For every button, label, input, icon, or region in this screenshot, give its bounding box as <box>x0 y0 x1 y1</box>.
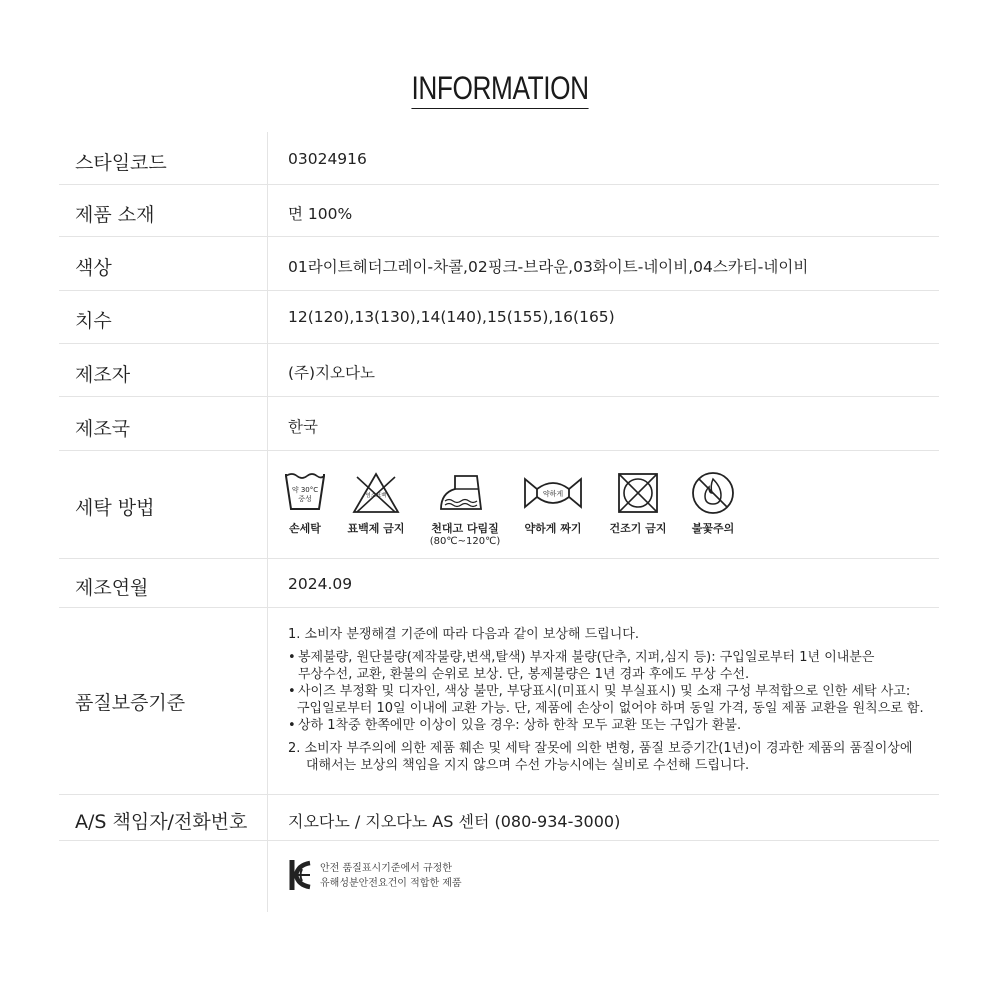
row-maker <box>59 344 939 397</box>
quality-line-5: 구입일로부터 10일 이내에 교환 가능. 단, 제품에 손상이 없어야 하며 동일 가격, 동일 제품 교환을 원칙으로 함. <box>297 701 924 716</box>
gentle-wring-icon-text: 약하게 <box>542 490 564 498</box>
kc-mark-icon <box>288 857 314 893</box>
country-label: 제조국 <box>75 418 131 440</box>
quality-label: 품질보증기준 <box>75 692 186 714</box>
material-label: 제품 소재 <box>75 204 155 226</box>
color-value: 01라이트헤더그레이-차콜,02핑크-브라운,03화이트-네이비,04스카티-네이비 <box>288 258 809 276</box>
hand-wash-temp-text: 약 30°C <box>291 486 319 494</box>
no-tumble-dry-label: 건조기 금지 <box>609 522 667 535</box>
row-quality <box>59 608 939 795</box>
material-value: 면 100% <box>288 205 353 223</box>
quality-text <box>288 626 933 774</box>
kc-certification <box>288 857 462 897</box>
title-text: INFORMATION <box>411 70 588 109</box>
row-kc <box>59 841 939 911</box>
iron-temp-range: (80℃~120℃) <box>429 536 501 547</box>
quality-line-7: 2. 소비자 부주의에 의한 제품 훼손 및 세탁 잘못에 의한 변형, 품질 보증기간(1년)이 경과한 제품의 품질이상에 <box>288 741 913 756</box>
hand-wash-icon <box>283 471 327 515</box>
hand-wash-label: 손세탁 <box>289 522 321 535</box>
washing-label: 세탁 방법 <box>75 497 155 519</box>
country-value: 한국 <box>288 418 318 436</box>
quality-line-3: 무상수선, 교환, 환불의 순위로 보상. 단, 봉제불량은 1년 경과 후에도 무상 수선. <box>298 667 750 682</box>
care-item-fire-caution <box>683 471 743 536</box>
care-item-no-tumble-dry <box>608 471 668 536</box>
iron-label: 천대고 다림질 <box>431 522 499 535</box>
row-color <box>59 237 939 291</box>
care-item-no-bleach <box>346 471 406 536</box>
no-tumble-dry-icon <box>616 471 660 515</box>
care-item-gentle-wring <box>523 471 583 536</box>
care-item-hand-wash <box>283 471 327 536</box>
row-as <box>59 795 939 841</box>
fire-caution-icon <box>691 471 735 515</box>
style-code-value: 03024916 <box>288 150 367 168</box>
kc-line-1: 안전 품질표시기준에서 규정한 <box>320 863 452 874</box>
iron-icon <box>437 471 493 515</box>
care-item-iron <box>427 471 503 547</box>
row-size <box>59 291 939 344</box>
date-value: 2024.09 <box>288 575 353 593</box>
maker-label: 제조자 <box>75 364 131 386</box>
page-title <box>0 70 1000 109</box>
row-country <box>59 397 939 451</box>
row-date <box>59 559 939 608</box>
kc-line-2: 유해성분안전요건이 적합한 제품 <box>320 878 462 889</box>
size-label: 치수 <box>75 310 112 332</box>
fire-caution-label: 불꽃주의 <box>691 522 735 535</box>
no-bleach-label: 표백제 금지 <box>347 522 405 535</box>
quality-line-4: • 사이즈 부정확 및 디자인, 색상 불만, 부당표시(미표시 및 부실표시) 및 소재 구성 부적합으로 인한 세탁 사고: <box>288 683 933 700</box>
as-label: A/S 책임자/전화번호 <box>75 811 248 833</box>
size-value: 12(120),13(130),14(140),15(155),16(165) <box>288 308 615 326</box>
hand-wash-neutral-text: 중성 <box>298 495 312 503</box>
quality-line-2: • 봉제불량, 원단불량(제작불량,변색,탈색) 부자재 불량(단추, 지퍼,심지 등): 구입일로부터 1년 이내분은 <box>288 649 933 666</box>
gentle-wring-label: 약하게 짜기 <box>524 522 582 535</box>
row-style-code <box>59 132 939 185</box>
quality-line-1: 1. 소비자 분쟁해결 기준에 따라 다음과 같이 보상해 드립니다. <box>288 627 639 642</box>
quality-line-6: • 상하 1착중 한쪽에만 이상이 있을 경우: 상하 한착 모두 교환 또는 구입가 환불. <box>288 717 933 734</box>
no-bleach-icon-text: 염소표백 <box>365 493 387 499</box>
kc-text <box>320 861 462 891</box>
row-material <box>59 185 939 237</box>
gentle-wring-icon <box>523 471 583 515</box>
date-label: 제조연월 <box>75 577 149 599</box>
style-code-label: 스타일코드 <box>75 152 167 174</box>
quality-line-8: 대해서는 보상의 책임을 지지 않으며 수선 가능시에는 실비로 수선해 드립니다. <box>306 758 750 773</box>
color-label: 색상 <box>75 257 112 279</box>
maker-value: (주)지오다노 <box>288 364 375 382</box>
as-value: 지오다노 / 지오다노 AS 센터 (080-934-3000) <box>288 812 621 831</box>
row-washing <box>59 451 939 559</box>
no-bleach-icon <box>351 471 401 515</box>
